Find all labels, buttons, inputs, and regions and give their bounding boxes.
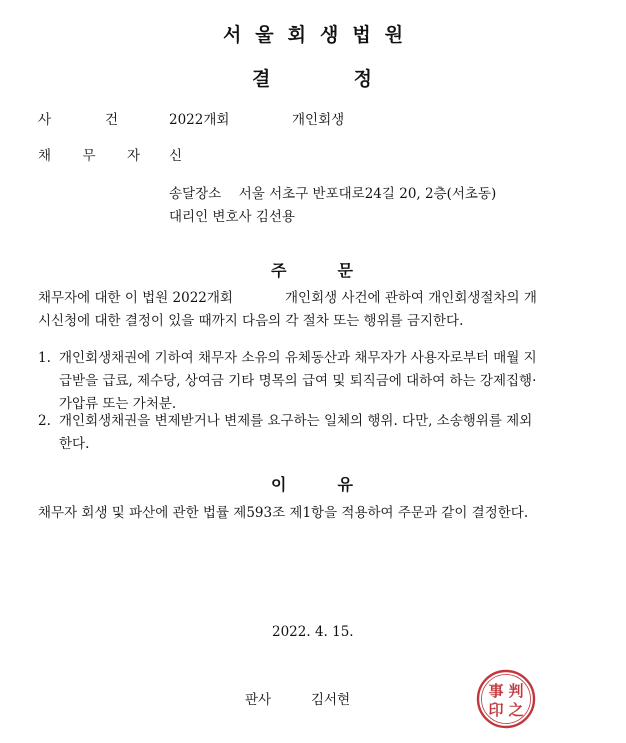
order-paragraph-line-2: 시신청에 대한 결정이 있을 때까지 다음의 각 절차 또는 행위를 금지한다. (38, 313, 464, 329)
document-title (252, 64, 372, 91)
judge-seal-icon (476, 669, 536, 729)
debtor-name: 신 (169, 148, 183, 164)
delivery-place (169, 182, 496, 202)
decision-date: 2022. 4. 15. (272, 624, 354, 640)
judge-name: 김서현 (311, 692, 351, 708)
order-paragraph-part-b: 개인회생 사건에 관하여 개인회생절차의 개 (284, 290, 537, 306)
svg-text:事: 事 (488, 682, 504, 700)
order-item-2-number: 2. (38, 413, 51, 429)
document-title-char-2: 정 (353, 68, 372, 90)
debtor-agent: 대리인 변호사 김선용 (169, 209, 295, 225)
order-item-1-line-1: 개인회생채권에 기하여 채무자 소유의 유체동산과 채무자가 사용자로부터 매월 지 (59, 350, 537, 366)
case-number: 2022개회 (169, 112, 230, 128)
order-item-2-line-1: 개인회생채권을 변제받거나 변제를 요구하는 일체의 행위. 다만, 소송행위를 제외 (59, 413, 533, 429)
reason-heading-char-1: 이 (271, 475, 287, 494)
debtor-label-char-3: 자 (126, 148, 140, 164)
debtor-label-char-2: 무 (82, 148, 96, 164)
svg-text:印: 印 (488, 701, 504, 719)
order-paragraph-part-a: 채무자에 대한 이 법원 2022개회 (38, 290, 233, 306)
order-item-1-line-3: 가압류 또는 가처분. (59, 396, 177, 412)
debtor-label-char-1: 채 (38, 148, 52, 164)
debtor-label (38, 144, 140, 164)
order-item-1 (38, 347, 537, 416)
case-label-char-1: 사 (38, 112, 52, 128)
svg-text:之: 之 (508, 701, 524, 719)
order-item-1-line-2: 급받을 급료, 제수당, 상여금 기타 명목의 급여 및 퇴직금에 대하여 하는 강제집행· (59, 373, 537, 389)
delivery-place-label: 송달장소 (169, 186, 222, 202)
order-item-1-number: 1. (38, 350, 51, 366)
order-heading-char-1: 주 (271, 261, 287, 280)
delivery-place-address: 서울 서초구 반포대로24길 20, 2층(서초동) (238, 186, 497, 202)
reason-text: 채무자 회생 및 파산에 관한 법률 제593조 제1항을 적용하여 주문과 같이 결정한다. (38, 505, 529, 521)
svg-text:判: 判 (508, 682, 524, 700)
reason-heading (271, 472, 353, 495)
case-label-char-2: 건 (104, 112, 118, 128)
order-paragraph-line-1 (38, 286, 537, 310)
document-title-char-1: 결 (252, 68, 271, 90)
court-name: 서울회생법원 (222, 24, 418, 46)
judge-title: 판사 (245, 692, 272, 708)
order-heading-char-2: 문 (337, 261, 353, 280)
order-heading (271, 258, 353, 281)
order-item-2-line-2: 한다. (59, 436, 90, 452)
order-item-2 (38, 410, 532, 456)
case-type: 개인회생 (292, 112, 345, 128)
case-label (38, 108, 118, 128)
reason-heading-char-2: 유 (337, 475, 353, 494)
